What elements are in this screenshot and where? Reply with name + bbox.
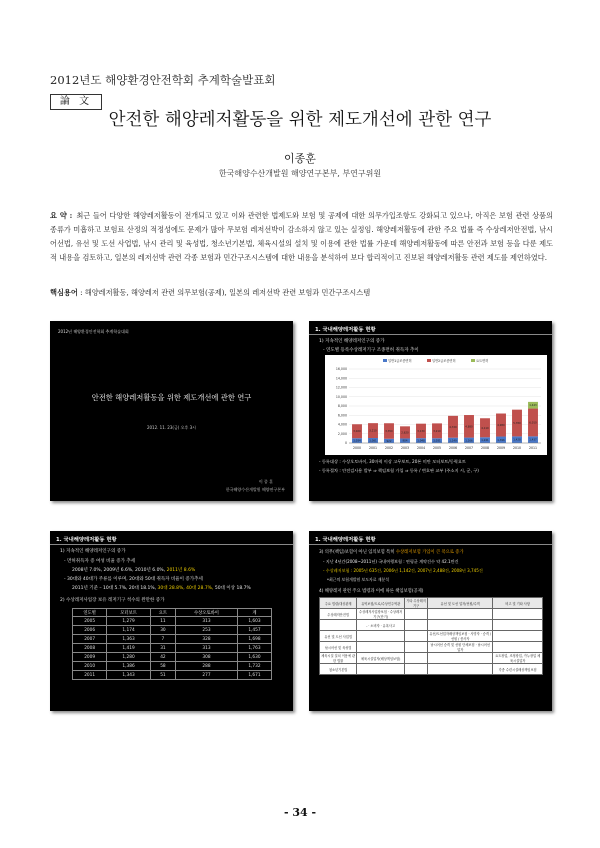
table-cell bbox=[405, 642, 428, 653]
legend-swatch bbox=[427, 359, 431, 362]
abstract-label: 요 약 : bbox=[50, 211, 73, 220]
table-header: 기타 수상레저기구 bbox=[406, 599, 426, 608]
abstract-text: 최근 들어 다양한 해양레저활동이 전개되고 있고 이와 관련한 법제도와 보험 및 공제에 대한 의무가입조항도 강화되고 있으나, 아직은 보험 관련 상품의 종류가 미흡하고 보험료 산정의 적정성에도 문제가 많아 무보험 레저선박이 감소하지 않고 있는 실정임. 해양레저활동에 관한 주요 법률 즉 수상레저안전법, 낚시어선법, 유선 및 도선 사업법, 낚시 관리 및 육성법, 청소년기본법, 체육시설의 설치 및 이용에 관한 법률 가운데 해양레저활동에 따른 안전과 보험 등을 다룬 제도적 내용을 검토하고, 일본의 레저선박 관련 각종 보험과 민간구조시스템에 대한 내용을 분석하여 보다 합리적이고 진보된 해양레저활동 관련 제도를 제언하였다. bbox=[50, 211, 553, 262]
slide-population bbox=[50, 531, 293, 711]
slide4-sub4: 4) 해양레저 관련 주요 법령과 이에 따른 책임보험(공제) bbox=[319, 589, 424, 594]
slide3-line1: - 면허취득자 증 여성 비율 증가 추세 bbox=[64, 559, 136, 564]
table-cell bbox=[405, 631, 428, 642]
slide4-sub3-a: 3) 의무(책임)보험이 아닌 임의보험 특히 bbox=[319, 550, 396, 555]
slide1-date: 2012. 11. 23(금) 오후 3시 bbox=[146, 425, 197, 430]
data-label: 3,130 bbox=[417, 429, 425, 433]
legend-label: 요트면허 bbox=[476, 358, 489, 363]
data-label: 4,720 bbox=[449, 425, 457, 429]
table-cell: 1,603 bbox=[237, 617, 271, 626]
y-tick-label: 0 bbox=[344, 441, 347, 446]
slide4-sub3 bbox=[319, 549, 464, 555]
x-tick-label: 2004 bbox=[416, 446, 426, 450]
data-label: 3,210 bbox=[433, 429, 441, 433]
slide3-divider bbox=[50, 544, 293, 545]
legend-label: 일반1급조종면허 bbox=[388, 358, 412, 363]
table-row bbox=[320, 653, 543, 664]
data-label: 1,048 bbox=[417, 439, 425, 443]
x-tick-label: 2005 bbox=[432, 446, 442, 450]
slide3-line2-b: 2011년 8.6% bbox=[166, 568, 196, 573]
y-tick-label: 14,000 bbox=[335, 376, 347, 381]
slide4-divider bbox=[309, 544, 552, 545]
table-cell: 1,763 bbox=[237, 644, 271, 653]
table-cell: 요트장업, 조정장업, 카누장업 체육시설업자 bbox=[493, 653, 543, 664]
x-tick-label: 2009 bbox=[496, 446, 506, 450]
data-label: 1,034 bbox=[353, 439, 361, 443]
paper-title: 안전한 해양레저활동을 위한 제도개선에 관한 연구 bbox=[108, 110, 492, 130]
table-cell: 청소년기본법 bbox=[320, 664, 357, 675]
table-header: 유역보험/도로/수상민주역관 bbox=[357, 598, 405, 609]
legend-swatch bbox=[383, 359, 387, 362]
slide4-line2: - 수상레저보험 : 2005년 635건, 2006년 1,142건, 2007년 2,488건, 2008년 3,745건 bbox=[323, 568, 483, 573]
slide-title bbox=[50, 321, 293, 501]
slide3-line2 bbox=[72, 567, 195, 573]
slide2-heading: 1. 국내해양레저활동 현황 bbox=[315, 327, 376, 333]
table-cell bbox=[405, 664, 428, 675]
table-body bbox=[73, 617, 272, 680]
keywords-text: : 해양레저활동, 해양레저 관련 의무보험(공제), 일본의 레저선박 관련 보험과 민간구조시스템 bbox=[80, 288, 371, 297]
table-cell: 1,386 bbox=[107, 662, 151, 671]
table-row bbox=[73, 617, 272, 626]
table-cell: 2005 bbox=[73, 617, 107, 626]
table-cell bbox=[405, 609, 428, 620]
table-cell: 2010 bbox=[73, 662, 107, 671]
y-tick-label: 4,000 bbox=[337, 422, 347, 427]
x-tick-label: 2008 bbox=[480, 446, 490, 450]
data-label: 6,010 bbox=[529, 421, 537, 425]
table-header-row bbox=[73, 609, 272, 617]
table-cell: 각종 수련시설배상책임보험 bbox=[493, 664, 543, 675]
x-tick-label: 2006 bbox=[448, 446, 458, 450]
law-insurance-table bbox=[319, 597, 543, 675]
x-tick-label: 2002 bbox=[384, 446, 394, 450]
data-label: 1,166 bbox=[465, 439, 473, 443]
table-cell: 253 bbox=[175, 626, 237, 635]
slide4-line1: - 지난 4년간(2008~2011년) 국내여행보험 : 연평균 계약건수 약 42.1만건 bbox=[323, 559, 459, 564]
table-row bbox=[73, 635, 272, 644]
table-header: 모터보트 bbox=[107, 609, 151, 617]
x-tick-label: 2007 bbox=[464, 446, 474, 450]
table-cell: 11 bbox=[150, 617, 175, 626]
data-label: 3,350 bbox=[385, 429, 393, 433]
y-tick-label: 6,000 bbox=[337, 413, 347, 418]
slide3-line4-c: 50대 이상 18.7% bbox=[214, 586, 251, 591]
table-cell: 2009 bbox=[73, 653, 107, 662]
y-tick-label: 2,000 bbox=[337, 431, 347, 436]
x-tick-label: 2001 bbox=[368, 446, 378, 450]
slide-insurance bbox=[309, 531, 552, 711]
x-tick-label: 2000 bbox=[352, 446, 362, 450]
table-cell bbox=[357, 631, 405, 642]
table-cell: 1,732 bbox=[237, 662, 271, 671]
table-header: 유선 및 도선 업자/선원/수객 bbox=[428, 598, 493, 609]
table-cell: 313 bbox=[175, 617, 237, 626]
table-cell: 7 bbox=[150, 635, 175, 644]
table-cell: 313 bbox=[175, 644, 237, 653]
table-row bbox=[73, 671, 272, 680]
table-cell bbox=[428, 609, 493, 620]
table-cell: 낚시어선 승객 및 선원 단체보험 · 낚시어선업자 bbox=[428, 642, 493, 653]
license-chart-svg bbox=[325, 355, 547, 455]
table-row bbox=[320, 642, 543, 653]
table-cell: 42 bbox=[150, 653, 175, 662]
table-cell: 51 bbox=[150, 671, 175, 680]
data-label: 1,081 bbox=[369, 439, 377, 443]
table-cell bbox=[405, 620, 428, 631]
data-label: 4,110 bbox=[481, 426, 489, 430]
table-cell: 277 bbox=[175, 671, 237, 680]
data-label: 5,780 bbox=[513, 422, 521, 426]
y-tick-label: 12,000 bbox=[335, 385, 347, 390]
y-tick-label: 16,000 bbox=[335, 367, 347, 372]
table-row bbox=[73, 653, 272, 662]
table-cell: 2007 bbox=[73, 635, 107, 644]
table-cell: 유선/도선업자배상책임보험 · 사망자 · 승객 / 선원 / 종사자 bbox=[429, 632, 491, 641]
data-label: 1,149 bbox=[449, 439, 457, 443]
license-chart bbox=[325, 355, 547, 455]
slide-chart bbox=[309, 321, 552, 501]
slide2-sub2: - 연도별 등록수상레저기구 조종면허 취득자 추이 bbox=[323, 348, 419, 353]
table-row bbox=[320, 620, 543, 631]
slide3-line4-a: 2011년 기준 – 10대 5.7%, 20대 18.1%, bbox=[72, 586, 157, 591]
data-label: 984 bbox=[402, 439, 408, 443]
table-cell bbox=[493, 631, 543, 642]
x-tick-label: 2003 bbox=[400, 446, 410, 450]
x-tick-label: 2010 bbox=[512, 446, 522, 450]
slide3-line2-a: 2008년 7.0%, 2009년 6.6%, 2010년 6.0%, bbox=[72, 568, 166, 573]
table-row bbox=[73, 644, 272, 653]
data-label: 922 bbox=[386, 439, 392, 443]
table-cell: 2008 bbox=[73, 644, 107, 653]
y-tick-label: 10,000 bbox=[335, 394, 347, 399]
data-label: 1,428 bbox=[513, 438, 521, 442]
data-label: 1,241 bbox=[481, 439, 489, 443]
table-cell: 체육시설 설치 이용에 관한 법률 bbox=[321, 654, 356, 663]
table-header: 요트 bbox=[150, 609, 175, 617]
slide2-note1: - 등록대상 : 수상오토바이, 30마력 이상 고무보트, 20톤 미만 모터보트/동력요트 bbox=[319, 459, 466, 464]
table-header-row bbox=[320, 598, 543, 609]
slide1-org: 한국해양수산개발원 해양연구본부 bbox=[225, 487, 285, 492]
slide3-line3: - 30대와 40대가 주류를 이루며, 20대와 50대 취득자 비율이 증가추세 bbox=[64, 577, 203, 582]
slide3-line4 bbox=[72, 585, 251, 591]
table-cell: - · 소비자 · 유혹사고 bbox=[357, 620, 405, 631]
table-cell: 2006 bbox=[73, 626, 107, 635]
slide3-sub2: 2) 수상레저사업장 보유 레저기구 척수의 완만한 증가 bbox=[60, 598, 165, 603]
x-tick-label: 2011 bbox=[528, 446, 538, 450]
table-row bbox=[320, 664, 543, 675]
table-cell: 1,279 bbox=[107, 617, 151, 626]
table-row bbox=[73, 662, 272, 671]
table-header: 주요 법령/대상관계 bbox=[320, 598, 357, 609]
legend-label: 일반2급조종면허 bbox=[432, 358, 456, 363]
table-cell bbox=[428, 653, 493, 664]
table-header: 비고 및 기타 사항 bbox=[493, 598, 543, 609]
table-cell: 2011 bbox=[73, 671, 107, 680]
table-row bbox=[73, 626, 272, 635]
table-cell: 1,671 bbox=[237, 671, 271, 680]
table-cell bbox=[320, 620, 357, 631]
table-cell bbox=[428, 664, 493, 675]
slide1-conference: 2012년 해양환경안전학회 추계학술대회 bbox=[58, 329, 129, 334]
data-label: 4,880 bbox=[465, 425, 473, 429]
table-cell bbox=[493, 620, 543, 631]
data-label: 1,031 bbox=[433, 439, 441, 443]
table-cell: 31 bbox=[150, 644, 175, 653]
table-cell: 1,457 bbox=[237, 626, 271, 635]
table-cell: 수상레저안전법 bbox=[320, 609, 357, 620]
table-row bbox=[320, 609, 543, 620]
slide4-sub3-b: 수상레저보험 가입이 큰 폭으로 증가 bbox=[395, 550, 464, 555]
conference-header: 2012년도 해양환경안전학회 추계학술발표회 bbox=[50, 73, 276, 87]
leisure-equipment-table bbox=[72, 608, 272, 680]
table-cell bbox=[357, 642, 405, 653]
data-label: 4,980 bbox=[497, 424, 505, 428]
table-cell: 1,174 bbox=[107, 626, 151, 635]
table-cell bbox=[493, 642, 543, 653]
slide3-line4-b: 30대 28.8%, 40대 28.7%, bbox=[157, 586, 214, 591]
table-cell: 1,698 bbox=[237, 635, 271, 644]
slide3-sub1: 1) 지속적인 해양레저인구의 증가 bbox=[60, 549, 126, 554]
y-tick-label: 8,000 bbox=[337, 404, 347, 409]
table-body bbox=[320, 609, 543, 675]
table-cell: 유선 및 도선 사업법 bbox=[320, 631, 357, 642]
legend-swatch bbox=[471, 359, 475, 362]
table-cell bbox=[405, 653, 428, 664]
author-name: 이종훈 bbox=[284, 152, 316, 165]
keywords bbox=[50, 288, 553, 298]
slide2-sub1: 1) 지속적인 해양레저인구의 증가 bbox=[319, 339, 385, 344]
slide4-line3: *최근의 보험개발원 보도자료 재분석 bbox=[327, 577, 390, 582]
slide2-divider bbox=[309, 334, 552, 335]
table-header: 계 bbox=[237, 609, 271, 617]
table-header: 수상오토바이 bbox=[175, 609, 237, 617]
keywords-label: 핵심용어 bbox=[50, 288, 78, 297]
slide4-heading: 1. 국내해양레저활동 현황 bbox=[315, 537, 376, 543]
table-cell: 30 bbox=[150, 626, 175, 635]
table-cell: 308 bbox=[175, 653, 237, 662]
table-cell: 58 bbox=[150, 662, 175, 671]
slide2-note2: - 등록절차 : 안전검사용 발부 ⇒ 책임보험 가입 ⇒ 등록 / 변호판 교부 (주소지 시, 군, 구) bbox=[319, 468, 479, 473]
table-row bbox=[320, 631, 543, 642]
table-cell: 288 bbox=[175, 662, 237, 671]
author-affiliation: 한국해양수산개발원 해양연구본부, 부연구위원 bbox=[218, 169, 382, 178]
page-number: - 34 - bbox=[283, 806, 317, 819]
slide3-heading: 1. 국내해양레저활동 현황 bbox=[56, 537, 117, 543]
table-cell: 1,630 bbox=[237, 653, 271, 662]
category-label: 論 文 bbox=[50, 94, 102, 110]
data-label: 1,396 bbox=[497, 438, 505, 442]
table-cell: 1,363 bbox=[107, 635, 151, 644]
table-cell: 1,419 bbox=[107, 644, 151, 653]
slide1-title: 안전한 해양레저활동을 위한 제도개선에 관한 연구 bbox=[91, 393, 252, 402]
table-cell bbox=[428, 620, 493, 631]
table-cell: 체육시설업자(배상책임보험) bbox=[357, 653, 405, 664]
slide1-presenter: 이 종 훈 bbox=[258, 479, 273, 484]
data-label: 3,020 bbox=[353, 430, 361, 434]
data-label: 1,443 bbox=[529, 404, 537, 408]
table-cell bbox=[493, 609, 543, 620]
table-cell: 낚시어선 및 육성법 bbox=[320, 642, 357, 653]
data-label: 1,437 bbox=[529, 438, 537, 442]
table-cell: 수상레저사업장보험 · 수상레저기구(단기) bbox=[357, 609, 405, 620]
table-header: 연도별 bbox=[73, 609, 107, 617]
table-cell bbox=[357, 664, 405, 675]
abstract bbox=[50, 209, 553, 265]
data-label: 2,620 bbox=[401, 431, 409, 435]
table-cell: 1,280 bbox=[107, 653, 151, 662]
table-cell: 328 bbox=[175, 635, 237, 644]
data-label: 3,210 bbox=[369, 429, 377, 433]
table-cell: 1,343 bbox=[107, 671, 151, 680]
